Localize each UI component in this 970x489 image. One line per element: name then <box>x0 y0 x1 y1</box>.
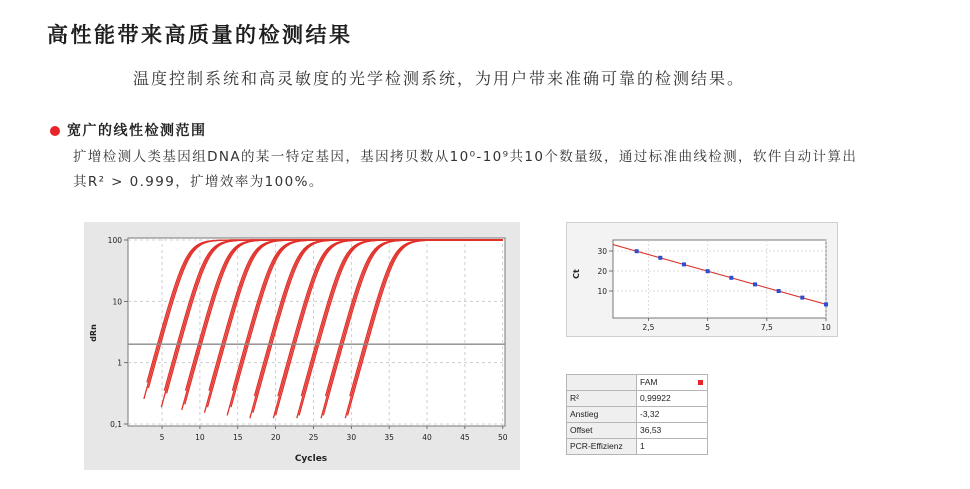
x-tick-label: 45 <box>460 433 470 442</box>
row-value: 1 <box>637 439 708 455</box>
standard-curve-plot <box>566 222 838 337</box>
x-tick-label: 40 <box>422 433 432 442</box>
y-tick-label: 10 <box>112 297 122 307</box>
row-label: Offset <box>567 423 637 439</box>
feature-description-line: 扩增检测人类基因组DNA的某一特定基因，基因拷贝数从10⁰-10⁹共10个数量级，通过标准曲线检测，软件自动计算出 <box>73 149 858 165</box>
x-tick-label: 30 <box>346 433 357 442</box>
feature-description-line: 其R² > 0.999，扩增效率为100%。 <box>73 174 324 190</box>
y-axis-label: dRn <box>89 324 98 342</box>
table-row <box>567 391 708 407</box>
data-point <box>777 289 781 293</box>
data-point <box>800 296 804 300</box>
x-tick-label: 25 <box>308 433 319 442</box>
x-tick-label: 5 <box>705 323 711 332</box>
x-tick-label: 2,5 <box>642 323 655 332</box>
data-point <box>682 262 686 266</box>
x-tick-label: 10 <box>195 433 205 442</box>
series-header-cell <box>637 375 708 391</box>
data-point <box>706 269 710 273</box>
x-tick-label: 50 <box>497 433 508 442</box>
fit-results-table <box>566 374 708 455</box>
data-point <box>658 256 662 260</box>
row-label: R² <box>567 391 637 407</box>
y-tick-label: 10 <box>597 287 607 296</box>
y-tick-label: 30 <box>597 247 607 256</box>
table-row <box>567 439 708 455</box>
x-tick-label: 10 <box>821 323 831 332</box>
row-label: Anstieg <box>567 407 637 423</box>
row-label: PCR-Effizienz <box>567 439 637 455</box>
data-point <box>729 276 733 280</box>
plot-area <box>613 240 826 318</box>
y-tick-label: 0,1 <box>110 420 122 429</box>
table-row <box>567 407 708 423</box>
y-tick-label: 20 <box>597 267 607 276</box>
data-point <box>753 282 757 286</box>
y-axis-label: Ct <box>572 269 581 279</box>
row-value: 0,99922 <box>637 391 708 407</box>
data-point <box>824 302 828 306</box>
amplification-plot <box>84 222 520 470</box>
y-tick-label: 1 <box>117 358 122 368</box>
row-value: -3,32 <box>637 407 708 423</box>
table-header-row <box>567 375 708 391</box>
series-color-marker-icon <box>698 380 703 385</box>
table-row <box>567 423 708 439</box>
page-title: 高性能带来高质量的检测结果 <box>47 23 353 47</box>
y-tick-label: 100 <box>107 236 122 245</box>
x-tick-label: 20 <box>270 433 281 442</box>
row-value: 36,53 <box>637 423 708 439</box>
x-tick-label: 15 <box>232 433 243 442</box>
x-tick-label: 7,5 <box>760 323 773 332</box>
feature-heading: 宽广的线性检测范围 <box>67 123 207 139</box>
series-name: FAM <box>640 377 658 387</box>
x-tick-label: 5 <box>159 433 165 442</box>
page-subtitle: 温度控制系统和高灵敏度的光学检测系统，为用户带来准确可靠的检测结果。 <box>133 69 746 88</box>
data-point <box>635 249 639 253</box>
bullet-dot-icon <box>50 126 60 136</box>
x-axis-label: Cycles <box>294 454 328 464</box>
x-tick-label: 35 <box>384 433 394 442</box>
table-header-blank-cell <box>567 375 637 391</box>
